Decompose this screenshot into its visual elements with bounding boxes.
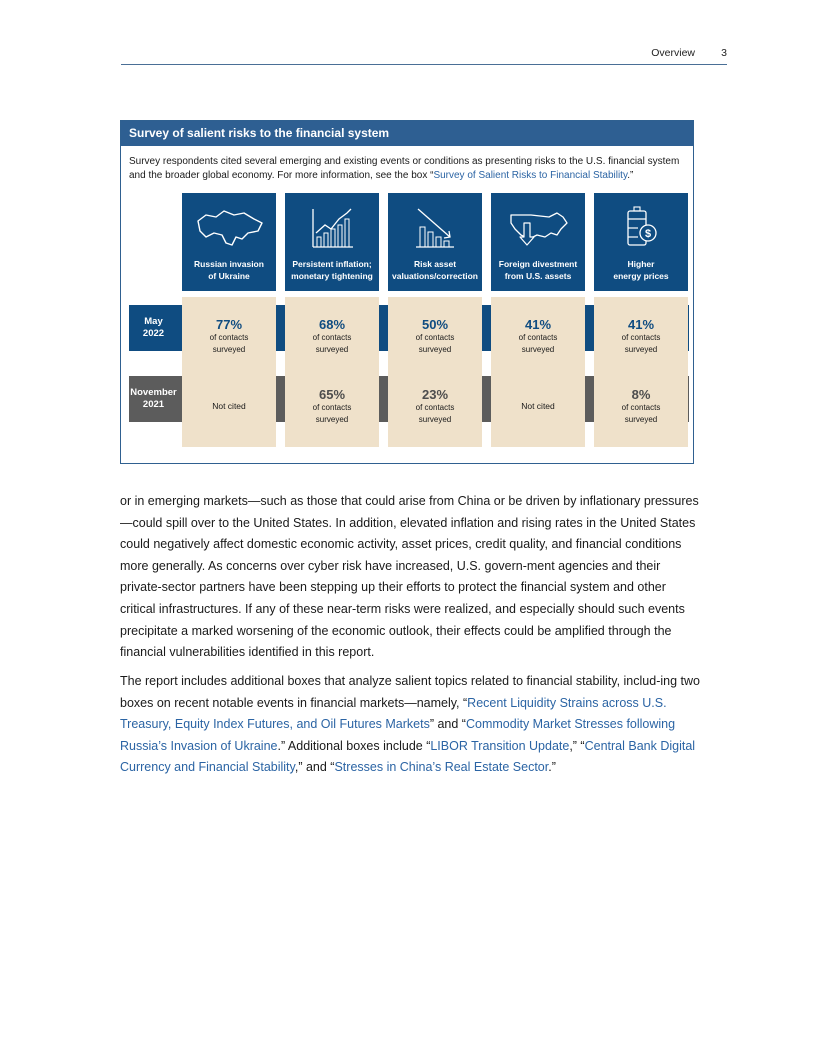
link-liquidity-strains[interactable]: Recent Liquidity Strains across U.S. Treasury, Equity Index Futures, and Oil Futures Markets [120,695,667,732]
percent-caption: surveyed [315,415,349,424]
percent-caption: of contacts [621,333,661,342]
cell-column-risk-asset [388,297,482,447]
column-label: from U.S. assets [504,271,572,281]
column-header-foreign-divestment [491,193,585,291]
cell-column-foreign-divestment [491,297,585,447]
cell-column-energy-prices [594,297,688,447]
paragraph-text: .” Additional boxes include “ [277,738,431,753]
percent-caption: of contacts [621,403,661,412]
paragraph-text: ,” and “ [294,760,335,775]
percent-value: 41% [627,317,655,332]
falling-bar-chart-icon [388,203,482,253]
column-label: of Ukraine [208,271,250,281]
percent-value: 23% [421,387,449,402]
cell-may-energy-prices [594,317,688,356]
column-header-persistent-inflation [285,193,379,291]
cell-nov-russian-invasion [182,387,276,412]
percent-caption: surveyed [521,345,555,354]
cell-may-persistent-inflation [285,317,379,356]
link-china-real-estate[interactable]: Stresses in China’s Real Estate Sector [334,760,549,775]
percent-value: 65% [318,387,346,402]
column-label: Persistent inflation; [292,259,372,269]
intro-link[interactable]: Survey of Salient Risks to Financial Stability [433,170,628,181]
not-cited-label: Not cited [212,401,246,411]
cell-column-persistent-inflation [285,297,379,447]
body-paragraph-2 [120,671,700,779]
page-header [121,44,727,65]
column-label: Russian invasion [194,259,264,269]
link-commodity-market-stresses[interactable]: Commodity Market Stresses following Russia’s Invasion of Ukraine [120,717,676,753]
column-label: Risk asset [413,259,457,269]
column-header-russian-invasion [182,193,276,291]
paragraph-text: The report includes additional boxes that analyze salient topics related to financial stability, includ-ing two boxes on recent notable events in financial markets—namely, “ [120,674,700,710]
ukraine-map-icon [182,203,276,253]
percent-value: 50% [421,317,449,332]
cell-nov-foreign-divestment [491,387,585,412]
percent-caption: of contacts [312,333,352,342]
percent-value: 41% [524,317,552,332]
percent-caption: surveyed [315,345,349,354]
cell-nov-risk-asset [388,387,482,426]
paragraph-text: .” [548,760,556,775]
percent-value: 77% [215,317,243,332]
not-cited-label: Not cited [521,401,555,411]
percent-caption: of contacts [518,333,558,342]
column-label: monetary tightening [291,271,373,281]
percent-caption: of contacts [209,333,249,342]
percent-value: 68% [318,317,346,332]
box-intro [129,155,689,183]
link-libor-transition[interactable]: LIBOR Transition Update [430,738,570,753]
body-paragraph-1: or in emerging markets—such as those that could arise from China or be driven by inflationary pressures—could spill over to the United States. In addition, elevated inflation and rising rates in the United States could negatively affect domestic economic activity, asset prices, credit quality, and financial conditions more generally. As concerns over cyber risk have increased, U.S. govern-ment agencies and their private-sector partners have been stepping up their efforts to protect the financial system and other critical infrastructures. If any of these near-term risks were realized, and especially should such events precipitate a marked worsening of the economic outlook, their effects could be amplified through the financial vulnerabilities identified in this report. [120,494,699,660]
cell-may-russian-invasion [182,317,276,356]
paragraph-text: ” and “ [429,717,466,732]
percent-caption: surveyed [212,345,246,354]
cell-nov-persistent-inflation [285,387,379,426]
svg-text:$: $ [644,228,652,240]
row-label-nov-2021: November 2021 [130,387,177,410]
percent-caption: of contacts [415,333,455,342]
column-label: energy prices [613,271,669,281]
row-label-may-2022: May 2022 [142,316,165,339]
percent-caption: surveyed [418,415,452,424]
us-map-outflow-icon [491,203,585,253]
salient-risks-box [120,120,694,464]
page-number: 3 [721,47,727,59]
column-label: Higher [627,259,655,269]
cell-column-russian-invasion [182,297,276,447]
percent-caption: surveyed [624,345,658,354]
intro-text: Survey respondents cited several emerging and existing events or conditions as presenting risks to the U.S. financial system and the broader global economy. For more information, see the box “ [129,156,680,181]
link-cbdc[interactable]: Central Bank Digital Currency and Financial Stability [120,738,696,775]
intro-end: .” [627,170,634,181]
column-header-risk-asset [388,193,482,291]
oil-barrel-dollar-icon [594,203,688,253]
column-label: Foreign divestment [498,259,578,269]
percent-caption: of contacts [415,403,455,412]
column-header-energy-prices [594,193,688,291]
percent-caption: of contacts [312,403,352,412]
section-title: Overview [651,47,695,59]
column-label: valuations/correction [392,271,478,281]
percent-caption: surveyed [418,345,452,354]
cell-may-foreign-divestment [491,317,585,356]
paragraph-text: ,” “ [569,738,585,753]
percent-caption: surveyed [624,415,658,424]
cell-may-risk-asset [388,317,482,356]
percent-value: 8% [631,387,651,402]
rising-bar-chart-icon [285,203,379,253]
box-title: Survey of salient risks to the financial system [121,121,693,146]
cell-nov-energy-prices [594,387,688,426]
